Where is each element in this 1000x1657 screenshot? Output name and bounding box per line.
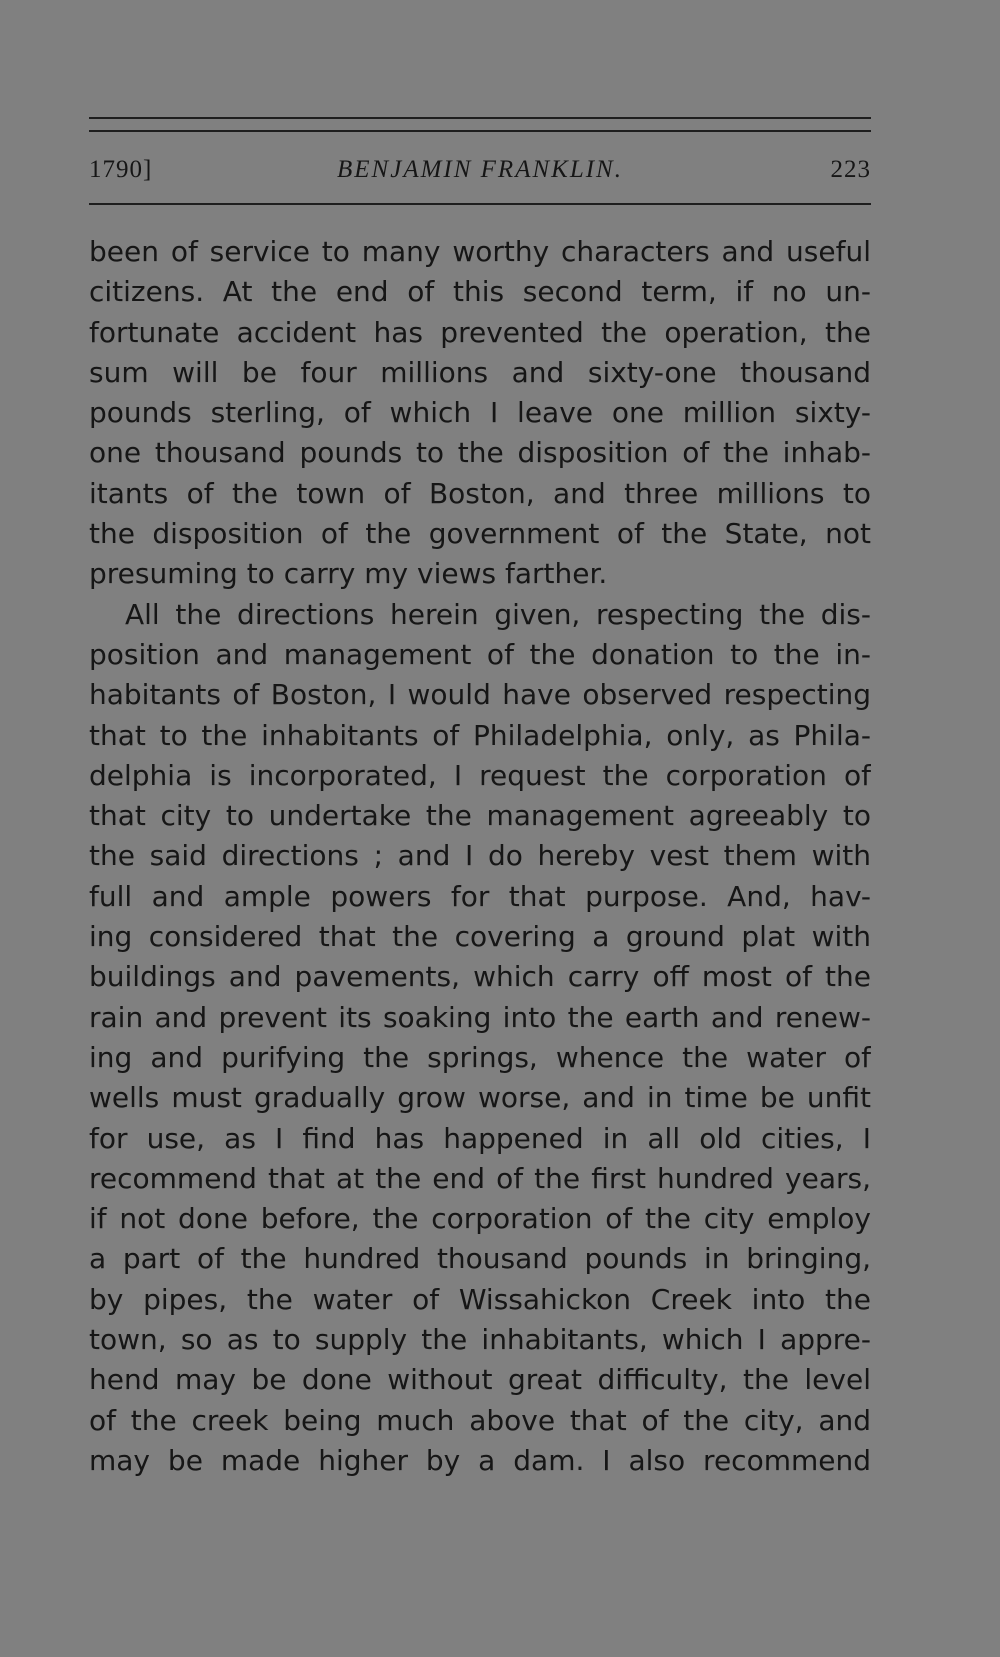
text-line: if not done before, the corporation of the city employ xyxy=(89,1202,871,1236)
text-line: position and management of the donation to the in- xyxy=(89,637,871,671)
text-line: wells must gradually grow worse, and in time be unfit xyxy=(89,1081,871,1115)
text-line: of the creek being much above that of the city, and xyxy=(89,1403,871,1437)
text-line: hend may be done without great difficulty, the level xyxy=(89,1363,871,1397)
text-line: sum will be four millions and sixty-one thousand xyxy=(89,355,871,389)
text-line: been of service to many worthy characters and useful xyxy=(89,235,871,268)
paragraph-2 xyxy=(89,595,871,1482)
page-number: 223 xyxy=(830,156,871,183)
text-line: by pipes, the water of Wissahickon Creek into the xyxy=(89,1282,871,1316)
text-line: full and ample powers for that purpose. And, hav- xyxy=(89,879,871,913)
text-line: buildings and pavements, which carry off most of the xyxy=(89,960,871,994)
text-line: citizens. At the end of this second term, if no un- xyxy=(89,275,871,309)
text-line: for use, as I find has happened in all old cities, I xyxy=(89,1121,871,1155)
text-line: rain and prevent its soaking into the earth and renew- xyxy=(89,1000,871,1034)
running-head xyxy=(89,150,871,190)
text-line: may be made higher by a dam. I also recommend xyxy=(89,1443,871,1477)
paragraph-1 xyxy=(89,232,871,595)
text-line: recommend that at the end of the first hundred years, xyxy=(89,1161,871,1195)
header-rule-second xyxy=(89,130,871,132)
text-line: habitants of Boston, I would have observed respecting xyxy=(89,678,871,712)
text-line: All the directions herein given, respecting the dis- xyxy=(125,597,871,631)
text-line: delphia is incorporated, I request the corporation of xyxy=(89,758,871,792)
body-text xyxy=(89,232,871,1481)
header-rule-bottom xyxy=(89,203,871,205)
header-rule-top xyxy=(89,117,871,119)
text-line: ing and purifying the springs, whence the water of xyxy=(89,1040,871,1074)
header-year: 1790] xyxy=(89,156,153,183)
text-line: the disposition of the government of the State, not xyxy=(89,517,871,551)
text-line: presuming to carry my views farther. xyxy=(89,557,608,591)
text-line: one thousand pounds to the disposition of the inhab- xyxy=(89,436,871,470)
text-line: town, so as to supply the inhabitants, which I appre- xyxy=(89,1323,871,1357)
text-line: that to the inhabitants of Philadelphia, only, as Phila- xyxy=(89,718,871,752)
text-line: fortunate accident has prevented the operation, the xyxy=(89,315,871,349)
header-title: BENJAMIN FRANKLIN. xyxy=(337,156,623,183)
text-line: itants of the town of Boston, and three millions to xyxy=(89,476,871,510)
text-line: ing considered that the covering a ground plat with xyxy=(89,920,871,954)
text-line: a part of the hundred thousand pounds in bringing, xyxy=(89,1242,871,1276)
text-line: the said directions ; and I do hereby vest them with xyxy=(89,839,871,873)
text-line: that city to undertake the management agreeably to xyxy=(89,799,871,833)
text-line: pounds sterling, of which I leave one million sixty- xyxy=(89,396,871,430)
